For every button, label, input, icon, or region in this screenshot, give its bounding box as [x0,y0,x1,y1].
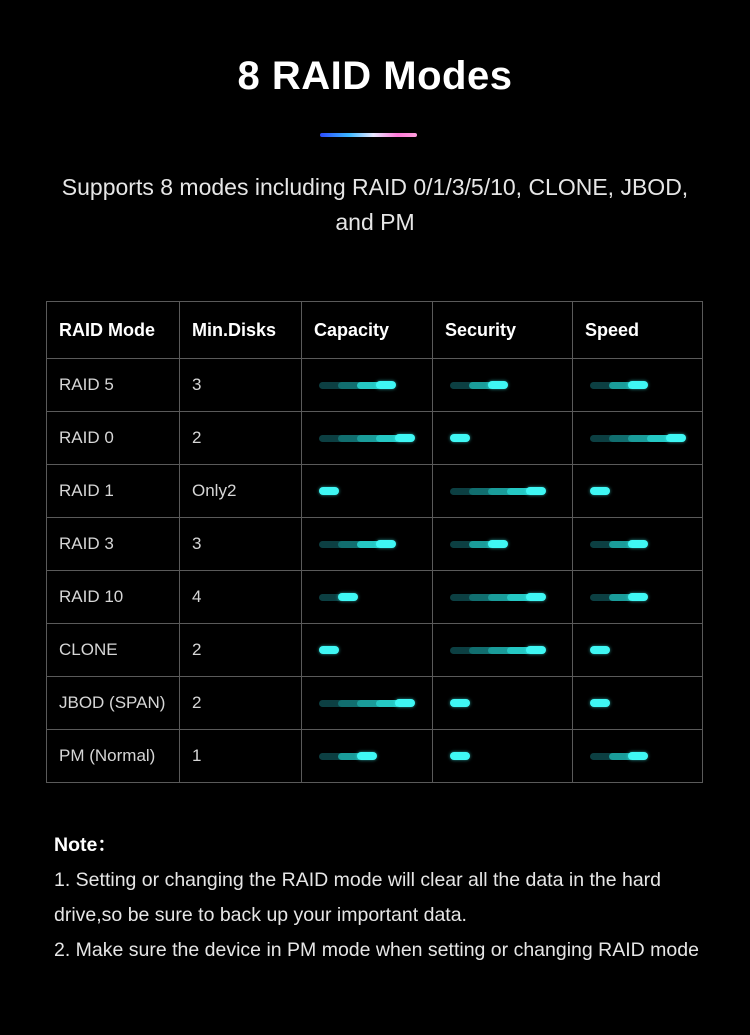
bar-segment [590,699,610,707]
min-disks-cell: 2 [180,412,302,465]
speed-cell [573,359,703,412]
raid-mode-cell: PM (Normal) [47,730,180,783]
bar-segment [488,540,508,548]
capacity-level-bar [319,696,432,710]
speed-cell [573,730,703,783]
security-cell [433,571,573,624]
capacity-cell [302,571,433,624]
note-title: Note： [54,834,117,856]
speed-level-bar [590,537,702,551]
gradient-divider [320,133,417,137]
min-disks-cell: 4 [180,571,302,624]
security-cell [433,518,573,571]
table-row [47,571,703,624]
bar-segment [319,487,339,495]
security-level-bar [450,484,572,498]
header-min-disks: Min.Disks [180,302,302,359]
capacity-cell [302,730,433,783]
security-cell [433,359,573,412]
bar-segment [319,646,339,654]
capacity-cell [302,359,433,412]
security-cell [433,730,573,783]
bar-segment [450,434,470,442]
capacity-level-bar [319,431,432,445]
bar-segment [488,381,508,389]
speed-level-bar [590,590,702,604]
security-level-bar [450,378,572,392]
min-disks-cell: 3 [180,359,302,412]
raid-mode-cell: CLONE [47,624,180,677]
bar-segment [526,593,546,601]
capacity-level-bar [319,484,432,498]
security-level-bar [450,643,572,657]
security-cell [433,465,573,518]
min-disks-cell: Only2 [180,465,302,518]
capacity-cell [302,518,433,571]
capacity-level-bar [319,537,432,551]
bar-segment [338,593,358,601]
min-disks-cell: 2 [180,624,302,677]
bar-segment [395,434,415,442]
table-row [47,677,703,730]
capacity-cell [302,412,433,465]
raid-mode-cell: RAID 5 [47,359,180,412]
security-level-bar [450,537,572,551]
raid-modes-table [46,301,703,783]
page-subtitle: Supports 8 modes including RAID 0/1/3/5/10, CLONE, JBOD, and PM [61,174,689,235]
speed-level-bar [590,484,702,498]
bar-segment [628,381,648,389]
table-row [47,518,703,571]
bar-segment [395,699,415,707]
raid-mode-cell: RAID 0 [47,412,180,465]
header-security: Security [433,302,573,359]
note-line-2: 2. Make sure the device in PM mode when setting or changing RAID mode [54,939,699,961]
capacity-cell [302,624,433,677]
table-row [47,730,703,783]
table-row [47,412,703,465]
raid-mode-cell: RAID 10 [47,571,180,624]
min-disks-cell: 1 [180,730,302,783]
speed-level-bar [590,643,702,657]
table-row [47,465,703,518]
min-disks-cell: 2 [180,677,302,730]
bar-segment [590,487,610,495]
security-cell [433,412,573,465]
capacity-cell [302,465,433,518]
table-header-row [47,302,703,359]
bar-segment [628,752,648,760]
header-capacity: Capacity [302,302,433,359]
note-section [54,828,724,968]
bar-segment [590,646,610,654]
page-title: 8 RAID Modes [237,54,513,98]
speed-cell [573,518,703,571]
security-cell [433,624,573,677]
header-raid-mode: RAID Mode [47,302,180,359]
bar-segment [526,646,546,654]
bar-segment [376,381,396,389]
table-body [47,359,703,783]
bar-segment [628,593,648,601]
capacity-level-bar [319,378,432,392]
security-level-bar [450,431,572,445]
security-level-bar [450,590,572,604]
bar-segment [628,540,648,548]
raid-mode-cell: RAID 3 [47,518,180,571]
bar-segment [450,699,470,707]
bar-segment [526,487,546,495]
security-cell [433,677,573,730]
header-speed: Speed [573,302,703,359]
table-row [47,624,703,677]
bar-segment [357,752,377,760]
capacity-level-bar [319,590,432,604]
speed-cell [573,412,703,465]
capacity-level-bar [319,749,432,763]
speed-cell [573,571,703,624]
bar-segment [450,752,470,760]
capacity-level-bar [319,643,432,657]
raid-mode-cell: JBOD (SPAN) [47,677,180,730]
capacity-cell [302,677,433,730]
table-row [47,359,703,412]
bar-segment [376,540,396,548]
bar-segment [666,434,686,442]
speed-cell [573,465,703,518]
raid-mode-cell: RAID 1 [47,465,180,518]
security-level-bar [450,696,572,710]
note-line-1: 1. Setting or changing the RAID mode will clear all the data in the hard drive,so be sure to back up your important data. [54,869,662,926]
min-disks-cell: 3 [180,518,302,571]
speed-level-bar [590,696,702,710]
speed-cell [573,624,703,677]
speed-level-bar [590,378,702,392]
speed-cell [573,677,703,730]
speed-level-bar [590,749,702,763]
speed-level-bar [590,431,702,445]
security-level-bar [450,749,572,763]
